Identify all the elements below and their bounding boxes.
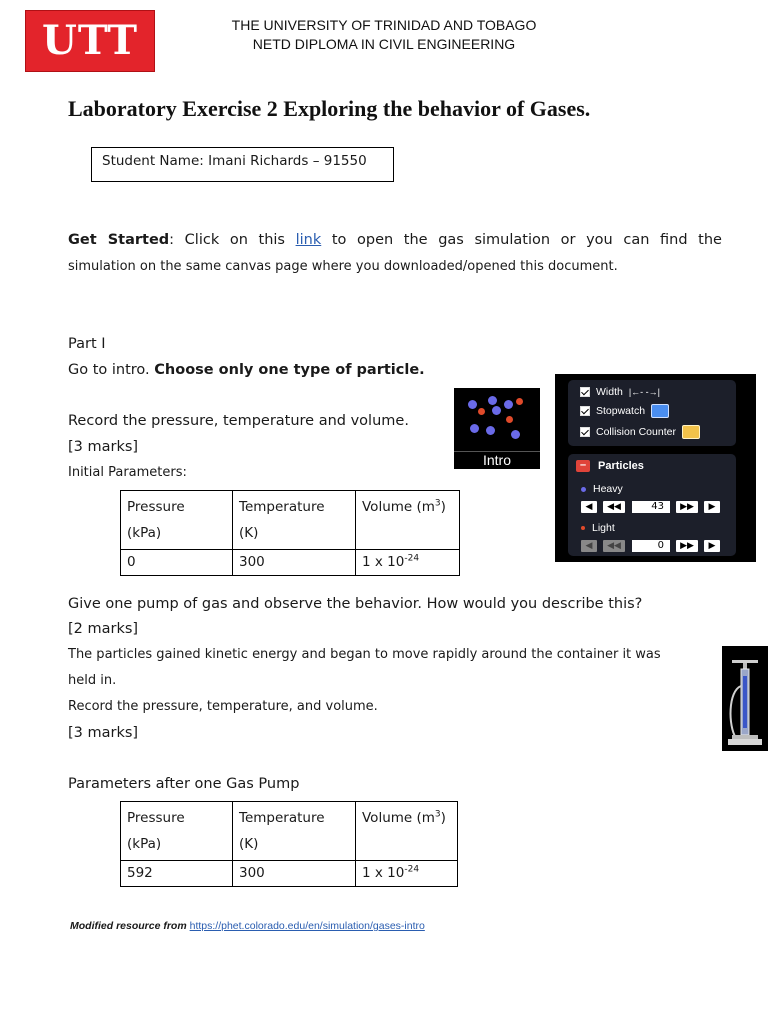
student-name: Student Name: Imani Richards – 91550 — [102, 153, 367, 169]
heavy-decrease-fast-button[interactable]: ◀◀ — [603, 501, 625, 513]
checkbox-icon[interactable] — [580, 387, 590, 397]
initial-parameters-label: Initial Parameters: — [68, 465, 187, 480]
light-label-row: Light — [581, 520, 615, 536]
university-name: THE UNIVERSITY OF TRINIDAD AND TOBAGO — [231, 17, 537, 33]
heavy-particle — [470, 424, 479, 433]
heavy-count-field[interactable]: 43 — [632, 501, 670, 513]
light-particle-icon — [581, 526, 585, 530]
marks-label: [3 marks] — [68, 439, 139, 455]
cell-volume: 1 x $10^{-24}$ — [356, 861, 458, 887]
light-particle — [516, 398, 523, 405]
heavy-particle — [504, 400, 513, 409]
width-arrow-icon: |←- -→| — [628, 387, 661, 397]
record-instruction: Record the pressure, temperature and volume. — [68, 413, 409, 429]
collision-counter-option[interactable]: Collision Counter — [580, 424, 700, 440]
table-row — [121, 550, 460, 576]
header-temperature: Temperature (K) — [233, 491, 356, 550]
heavy-increase-button[interactable]: ▶ — [704, 501, 720, 513]
heavy-particle — [511, 430, 520, 439]
document-title: Laboratory Exercise 2 Exploring the behavior of Gases. — [68, 96, 591, 121]
header-pressure: Pressure (kPa) — [121, 491, 233, 550]
intro-label: Intro — [454, 451, 540, 469]
width-option[interactable]: Width |←- -→| — [580, 384, 660, 400]
header-temperature: Temperature (K) — [233, 802, 356, 861]
utt-logo — [25, 10, 155, 72]
table-header-row — [121, 802, 458, 861]
marks-label: [3 marks] — [68, 725, 139, 741]
after-pump-label: Parameters after one Gas Pump — [68, 776, 300, 792]
pump-question: Give one pump of gas and observe the behavior. How would you describe this? — [68, 596, 643, 612]
header-pressure: Pressure (kPa) — [121, 802, 233, 861]
after-pump-table — [120, 801, 458, 887]
heavy-label-row: Heavy — [581, 481, 623, 497]
light-count-field[interactable]: 0 — [632, 540, 670, 552]
checkbox-icon[interactable] — [580, 406, 590, 416]
pump-icon — [722, 646, 768, 751]
get-started-line2: simulation on the same canvas page where you downloaded/opened this document. — [68, 259, 618, 274]
light-increase-button[interactable]: ▶ — [704, 540, 720, 552]
intro-instruction: Go to intro. Choose only one type of particle. — [68, 362, 425, 378]
collapse-icon[interactable]: – — [576, 460, 590, 472]
get-started-line: Get Started: Click on this link to open the gas simulation or you can find the — [68, 232, 722, 248]
heavy-particle — [492, 406, 501, 415]
part-heading: Part I — [68, 336, 106, 352]
phet-link[interactable]: https://phet.colorado.edu/en/simulation/gases-intro — [189, 920, 425, 932]
get-started-text1: Click on this — [184, 232, 285, 248]
cell-pressure: 592 — [121, 861, 233, 887]
light-particle — [506, 416, 513, 423]
answer-line-1: The particles gained kinetic energy and began to move rapidly around the container it was — [68, 647, 661, 662]
light-particle — [478, 408, 485, 415]
footer-credit — [70, 920, 425, 932]
get-started-text2: to open the gas simulation or you can find the — [331, 232, 722, 248]
table-row — [121, 861, 458, 887]
light-increase-fast-button[interactable]: ▶▶ — [676, 540, 698, 552]
program-name: NETD DIPLOMA IN CIVIL ENGINEERING — [252, 36, 516, 52]
intro-instruction-bold: Choose only one type of particle. — [154, 362, 425, 378]
cell-temperature: 300 — [233, 550, 356, 576]
footer-prefix: Modified resource from — [70, 920, 187, 932]
stopwatch-option[interactable]: Stopwatch — [580, 403, 669, 419]
heavy-increase-fast-button[interactable]: ▶▶ — [676, 501, 698, 513]
collision-counter-icon — [682, 425, 700, 439]
marks-label: [2 marks] — [68, 621, 139, 637]
cell-temperature: 300 — [233, 861, 356, 887]
student-name-box — [91, 147, 394, 182]
header-volume: Volume $(m^3)$ — [356, 491, 460, 550]
heavy-particle — [488, 396, 497, 405]
gas-pump-image[interactable] — [722, 646, 768, 751]
table-header-row — [121, 491, 460, 550]
header-volume: Volume $(m^3)$ — [356, 802, 458, 861]
record-instruction-2: Record the pressure, temperature, and volume. — [68, 699, 378, 714]
cell-volume: 1 x $10^{-24}$ — [356, 550, 460, 576]
heavy-particle-icon — [581, 487, 586, 492]
heavy-particle — [486, 426, 495, 435]
answer-line-2: held in. — [68, 673, 117, 688]
simulation-link[interactable]: link — [295, 232, 322, 248]
logo-text: UTT — [42, 17, 138, 64]
initial-parameters-table — [120, 490, 460, 576]
light-decrease-button[interactable]: ◀ — [581, 540, 597, 552]
heavy-decrease-button[interactable]: ◀ — [581, 501, 597, 513]
heavy-particle — [468, 400, 477, 409]
stopwatch-icon — [651, 404, 669, 418]
cell-pressure: 0 — [121, 550, 233, 576]
checkbox-icon[interactable] — [580, 427, 590, 437]
particles-header[interactable]: – Particles — [576, 458, 644, 474]
light-decrease-fast-button[interactable]: ◀◀ — [603, 540, 625, 552]
get-started-label: Get Started — [68, 232, 170, 248]
